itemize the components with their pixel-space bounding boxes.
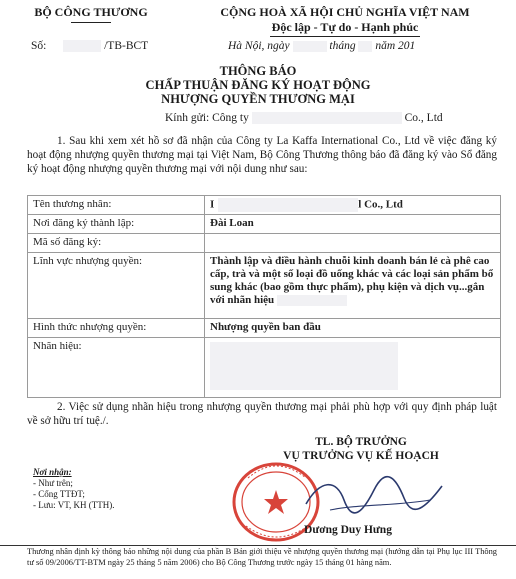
ministry-header <box>16 5 166 23</box>
row-label: Hình thức nhượng quyền: <box>28 319 205 338</box>
row-label: Nơi đăng ký thành lập: <box>28 215 205 234</box>
motto-underline <box>270 36 420 37</box>
table-row <box>28 234 501 253</box>
handwritten-signature <box>300 470 450 520</box>
paragraph-1: 1. Sau khi xem xét hồ sơ đã nhận của Công ty La Kaffa International Co., Ltd về việc đăng ký hoạt động nhượng quyền thương mại tại Việt Nam, Bộ Công Thương thông báo đã đăng ký vào Sổ đăng ký hoạt động nhượng quyền thương mại với nội dung như sau: <box>27 135 497 175</box>
recipient-item: - Cổng TTĐT; <box>33 489 85 499</box>
recipient-item: - Lưu: VT, KH (TTH). <box>33 500 115 510</box>
signer-name: Dương Duy Hưng <box>304 524 392 536</box>
recipient-suffix: Co., Ltd <box>404 112 443 124</box>
row-value <box>205 338 501 398</box>
ministry-underline <box>71 22 111 23</box>
redacted-company <box>252 112 402 124</box>
footer-note: Thương nhân định kỳ thông báo những nội dung của phần B Bản giới thiệu về nhượng quyền thương mại (hướng dẫn tại Phụ lục III Thông tư số 09/2006/TT-BTM ngày 25 tháng 5 năm 2006) cho Bộ Công Thương trước ngày 15 tháng 01 hàng năm. <box>27 547 497 567</box>
table-row <box>28 196 501 215</box>
row-value <box>205 234 501 253</box>
table-row <box>28 319 501 338</box>
doc-title-line-1: THÔNG BÁO <box>219 64 297 78</box>
so-suffix: /TB-BCT <box>104 40 149 52</box>
date-place: Hà Nội, ngày <box>228 40 290 52</box>
row-value <box>205 253 501 319</box>
row-label: Nhãn hiệu: <box>28 338 205 398</box>
national-header <box>180 5 510 37</box>
redacted-brand <box>277 295 347 306</box>
row-value: Nhượng quyền ban đầu <box>205 319 501 338</box>
company-suffix: l Co., Ltd <box>358 198 403 211</box>
recipient-item: - Như trên; <box>33 478 73 488</box>
row-label: Lĩnh vực nhượng quyền: <box>28 253 205 319</box>
table-row <box>28 338 501 398</box>
company-initial: I <box>210 198 215 211</box>
table-row <box>28 253 501 319</box>
row-value <box>205 196 501 215</box>
ministry-name: BỘ CÔNG THƯƠNG <box>34 5 148 19</box>
row-label: Tên thương nhân: <box>28 196 205 215</box>
recipients-title: Nơi nhận: <box>33 467 72 477</box>
row-label: Mã số đăng ký: <box>28 234 205 253</box>
redacted-company-name <box>218 198 358 212</box>
doc-title-line-2: CHẤP THUẬN ĐĂNG KÝ HOẠT ĐỘNG <box>145 78 371 92</box>
footer-divider <box>0 545 516 546</box>
registration-table <box>27 195 501 398</box>
table-row <box>28 215 501 234</box>
recipient-line <box>165 112 443 124</box>
redacted-number <box>63 40 101 52</box>
row-value: Đài Loan <box>205 215 501 234</box>
paragraph-2: 2. Việc sử dụng nhãn hiệu trong nhượng quyền thương mại phải phù hợp với quy định pháp luật về sở hữu trí tuệ./. <box>27 401 497 427</box>
document-number <box>31 40 148 52</box>
date-year-label: năm 201 <box>375 40 416 52</box>
franchise-scope: Thành lập và điều hành chuỗi kinh doanh bán lẻ cà phê cao cấp, trà và một số loại đồ uống khác và các loại sản phẩm bổ sung khác (bao gồm thực phẩm), phụ kiện và dịch vụ...gắn với nhãn hiệu <box>210 255 494 306</box>
doc-title-line-3: NHƯỢNG QUYỀN THƯƠNG MẠI <box>161 92 355 106</box>
issue-date <box>228 40 415 52</box>
redacted-day <box>293 41 327 52</box>
so-label: Số: <box>31 40 47 52</box>
recipient-label: Kính gửi: Công ty <box>165 112 249 124</box>
recipients-block <box>33 467 115 511</box>
redacted-brand-logo <box>210 342 398 390</box>
redacted-month <box>358 41 372 52</box>
signature-title-1: TL. BỘ TRƯỞNG <box>315 436 407 448</box>
country-name: CỘNG HOÀ XÃ HỘI CHỦ NGHĨA VIỆT NAM <box>220 5 470 19</box>
date-month-label: tháng <box>329 40 356 52</box>
national-motto: Độc lập - Tự do - Hạnh phúc <box>271 20 419 34</box>
signature-title-2: VỤ TRƯỞNG VỤ KẾ HOẠCH <box>283 450 439 462</box>
